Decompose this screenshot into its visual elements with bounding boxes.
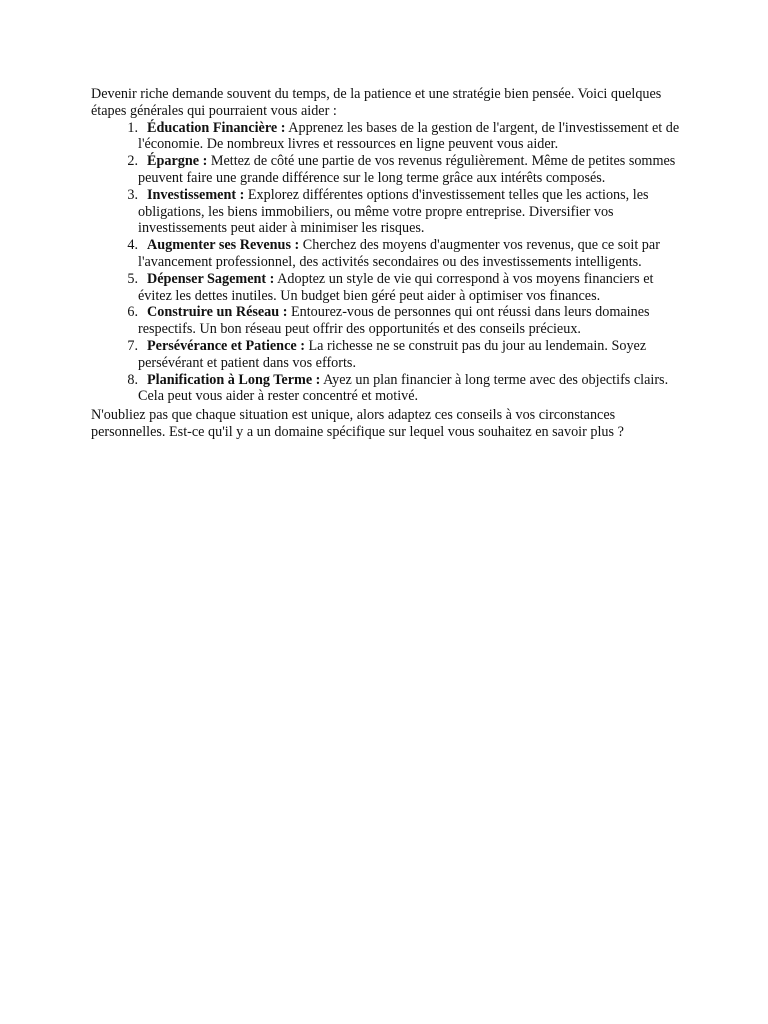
list-item-title: Construire un Réseau : <box>147 304 288 321</box>
list-item <box>91 187 683 237</box>
list-item-title: Persévérance et Patience : <box>147 337 305 354</box>
list-item-text: Entourez-vous de personnes qui ont réussi dans leurs domaines respectifs. Un bon réseau peut offrir des opportunités et des conseils précieux. <box>138 304 650 338</box>
list-item-text: Cherchez des moyens d'augmenter vos revenus, que ce soit par l'avancement professionnel, des activités secondaires ou des investissements intelligents. <box>138 237 660 270</box>
list-item-title: Éducation Financière : <box>147 119 286 136</box>
list-item-number: 7. <box>127 337 138 354</box>
list-item-text: La richesse ne se construit pas du jour au lendemain. Soyez persévérant et patient dans vos efforts. <box>138 337 647 371</box>
list-item-number: 4. <box>127 237 138 254</box>
list-item-title: Épargne : <box>147 153 208 170</box>
list-item <box>91 271 683 305</box>
list-item-text: Ayez un plan financier à long terme avec des objectifs clairs. Cela peut vous aider à rester concentré et motivé. <box>138 371 669 405</box>
list-item-number: 5. <box>127 270 138 287</box>
list-item-body <box>138 372 683 406</box>
closing-paragraph: N'oubliez pas que chaque situation est unique, alors adaptez ces conseils à vos circonstances personnelles. Est-ce qu'il y a un domaine spécifique sur lequel vous souhaitez en savoir plus ? <box>91 407 624 440</box>
list-item-title: Investissement : <box>147 186 245 203</box>
list-item-text: Adoptez un style de vie qui correspond à vos moyens financiers et évitez les dettes inutiles. Un budget bien géré peut aider à optimiser vos finances. <box>138 270 654 304</box>
list-item-body <box>138 271 683 305</box>
list-item-title: Planification à Long Terme : <box>147 371 321 388</box>
steps-list <box>91 120 683 406</box>
list-item-title: Dépenser Sagement : <box>147 270 275 287</box>
list-item-body <box>138 153 683 187</box>
list-item-title: Augmenter ses Revenus : <box>147 237 300 254</box>
list-item-body <box>138 338 683 372</box>
list-item-number: 3. <box>127 186 138 203</box>
document-page <box>91 86 683 441</box>
list-item-number: 8. <box>127 371 138 388</box>
list-item-body <box>138 304 683 338</box>
list-item <box>91 237 683 271</box>
list-item <box>91 153 683 187</box>
list-item <box>91 338 683 372</box>
list-item-number: 2. <box>127 153 138 170</box>
list-item-text: Apprenez les bases de la gestion de l'argent, de l'investissement et de l'économie. De nombreux livres et ressources en ligne peuvent vous aider. <box>138 119 680 153</box>
list-item-body <box>138 120 683 154</box>
list-item-body <box>138 187 683 237</box>
list-item-text: Mettez de côté une partie de vos revenus régulièrement. Même de petites sommes peuvent faire une grande différence sur le long terme grâce aux intérêts composés. <box>138 153 676 186</box>
list-item-body <box>138 237 683 271</box>
intro-paragraph: Devenir riche demande souvent du temps, de la patience et une stratégie bien pensée. Voici quelques étapes générales qui pourraient vous aider : <box>91 86 662 119</box>
list-item <box>91 372 683 406</box>
list-item-text: Explorez différentes options d'investissement telles que les actions, les obligations, les biens immobiliers, ou même votre propre entreprise. Diversifier vos investissements peut aider à minimiser les risques. <box>138 186 649 237</box>
list-item <box>91 304 683 338</box>
list-item-number: 1. <box>127 119 138 136</box>
list-item <box>91 120 683 154</box>
list-item-number: 6. <box>127 304 138 321</box>
